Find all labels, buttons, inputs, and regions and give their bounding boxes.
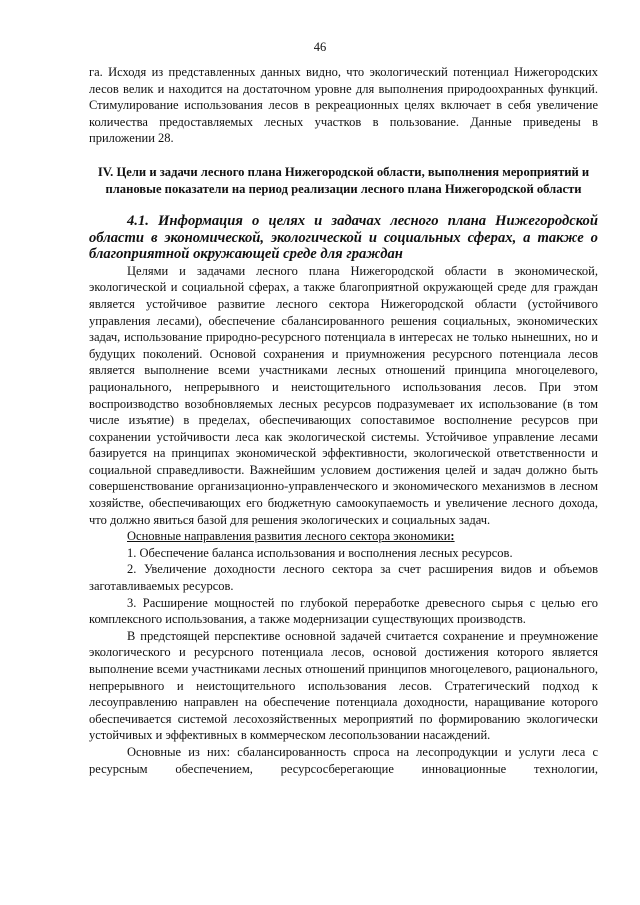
directions-heading-colon: : xyxy=(450,529,455,544)
page-content xyxy=(89,64,598,777)
direction-item-3: 3. Расширение мощностей по глубокой переработке древесного сырья с целью его комплексного использования, а также модернизации существующих производств. xyxy=(89,595,598,627)
directions-heading-text: Основные направления развития лесного сектора экономики xyxy=(127,529,451,544)
subsection-title: 4.1. Информация о целях и задачах лесного плана Нижегородской области в экономической, экологической и социальных сферах, а также о благоприятной окружающей среде для граждан xyxy=(89,212,598,263)
main-of-them-paragraph: Основные из них: сбалансированность спроса на лесопродукции и услуги леса с ресурсным обеспечением, ресурсосберегающие инновационные технологии, xyxy=(89,744,598,776)
perspective-paragraph: В предстоящей перспективе основной задачей считается сохранение и преумножение экологического и ресурсного потенциала лесов, основой достижения которого является выполнение всеми участниками лесных отношений принципов многоцелевого, рационального, непрерывного и неистощительного использования лесов. Стратегический подход к лесоуправлению направлен на обеспечение потенциала доходности, наращивание которого обеспечивается системой лесохозяйственных мероприятий по формированию экологически устойчивых и эффективных в коммерческом лесопользовании насаждений. xyxy=(89,628,598,743)
section-title: IV. Цели и задачи лесного плана Нижегородской области, выполнения мероприятий и плановые показатели на период реализации лесного плана Нижегородской области xyxy=(97,164,590,196)
intro-paragraph: га. Исходя из представленных данных видно, что экологический потенциал Нижегородских лесов велик и находится на достаточном уровне для выполнения природоохранных функций. Стимулирование использования лесов в рекреационных целях включает в себя увеличение количества предоставляемых лесных участков в пользование. Данные приведены в приложении 28. xyxy=(89,65,598,146)
direction-item-2: 2. Увеличение доходности лесного сектора за счет расширения видов и объемов заготавливаемых ресурсов. xyxy=(89,562,598,594)
goals-paragraph: Целями и задачами лесного плана Нижегородской области в экономической, экологической и социальной сферах, а также благоприятной окружающей среде для граждан является устойчивое развитие лесного сектора Нижегородской области (устойчивого управления лесами), обеспечение сбалансированного решения социальных, экономических задач, использование природно-ресурсного потенциала в интересах не только нынешних, но и будущих поколений. Основой сохранения и приумножения ресурсного потенциала лесов является выполнение всеми участниками лесных отношений принципа многоцелевого, рационального, непрерывного и неистощительного использования лесов. При этом воспроизводство возобновляемых лесных ресурсов подразумевает их использование (в том числе изъятие) в пределах, обеспечивающих сопоставимое восполнение ресурсов при сохранении устойчивости леса как экологической системы. Устойчивое управление лесами базируется на принципах экономической эффективности, экологической ответственности и социальной справедливости. Важнейшим условием достижения целей и задач должно быть совершенствование организационно-управленческого и экономического механизмов в лесном хозяйстве, обеспечивающих его бюджетную самоокупаемость и увеличение лесного дохода, что должно явиться базой для решения экологических и социальных задач. xyxy=(89,263,598,527)
page-number: 46 xyxy=(313,40,327,54)
directions-heading xyxy=(89,528,598,545)
direction-item-1: 1. Обеспечение баланса использования и восполнения лесных ресурсов. xyxy=(127,545,513,560)
